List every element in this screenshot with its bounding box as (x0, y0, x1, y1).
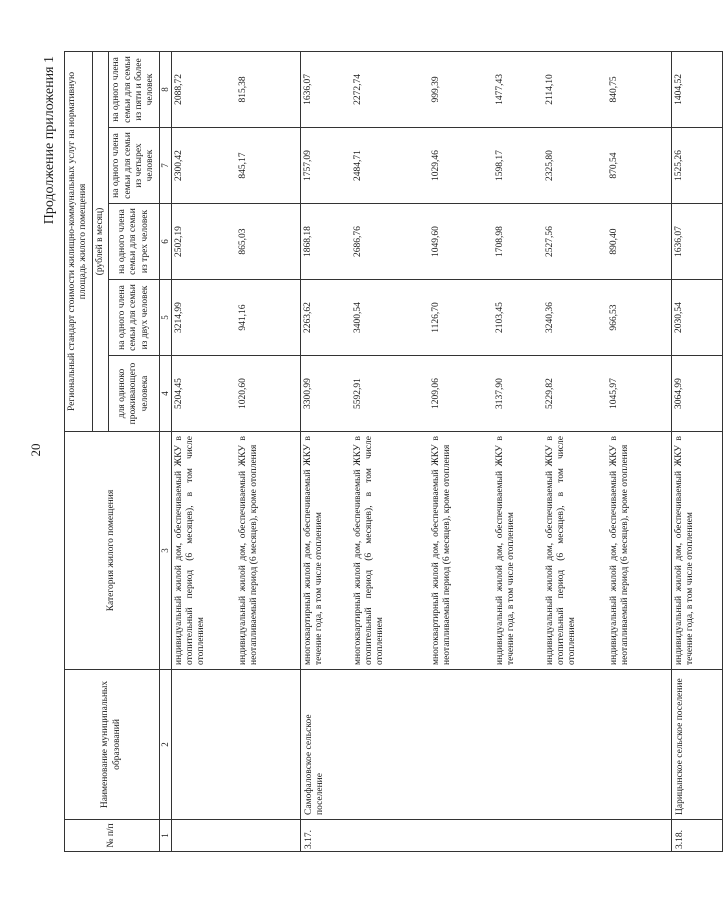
housing-category: индивидуальный жилой дом, обеспечиваемый ЖКУ в отопительный период (6 месяцев), в том числе отоплением (544, 436, 578, 665)
header-sub-5: на одного члена семьи для семьи из пяти и более человек (109, 51, 160, 127)
value-family-3: 2527,56 (544, 226, 555, 257)
value-family-2: 3214,99 (173, 302, 184, 333)
housing-category: индивидуальный жилой дом, обеспечиваемый ЖКУ в течение года, в том числе отоплением (494, 436, 516, 665)
value-single: 5204,45 (173, 378, 184, 409)
housing-category: индивидуальный жилой дом, обеспечиваемый ЖКУ в течение года, в том числе отоплением (673, 436, 695, 665)
table-row (171, 51, 300, 851)
standards-table (64, 51, 723, 852)
rotated-table-area (42, 52, 695, 852)
value-single: 1020,60 (237, 378, 248, 409)
value-family-3: 865,03 (237, 228, 248, 255)
column-numbers-row (159, 51, 171, 851)
housing-category: индивидуальный жилой дом, обеспечиваемый ЖКУ в неотапливаемый период (6 месяцев), кроме отопления (237, 436, 259, 665)
value-family-5: 1477,43 (494, 74, 505, 105)
housing-category: многоквартирный жилой дом, обеспечиваемый ЖКУ в неотапливаемый период (6 месяцев), кроме отопления (430, 436, 452, 665)
value-family-3: 1868,18 (302, 226, 313, 257)
value-family-2: 3400,54 (352, 302, 363, 333)
value-family-2: 3240,36 (544, 302, 555, 333)
value-family-5: 840,75 (608, 76, 619, 103)
value-family-4: 2325,80 (544, 150, 555, 181)
col-number: 5 (159, 280, 171, 356)
housing-category: индивидуальный жилой дом, обеспечиваемый ЖКУ в отопительный период (6 месяцев), в том числе отоплением (173, 436, 207, 665)
value-single: 1045,97 (608, 378, 619, 409)
col-number: 2 (159, 670, 171, 820)
col-number: 8 (159, 51, 171, 127)
row-number: 3.18. (671, 820, 722, 852)
value-family-5: 1636,07 (302, 74, 313, 105)
header-sub-4: на одного члена семьи для семьи из четырех человек (109, 128, 160, 204)
value-single: 3137,90 (494, 378, 505, 409)
value-family-5: 2114,10 (544, 74, 555, 105)
housing-category: многоквартирный жилой дом, обеспечиваемый ЖКУ в течение года, в том числе отоплением (302, 436, 324, 665)
header-unit: (рублей в месяц) (92, 51, 108, 431)
value-family-3: 1636,07 (673, 226, 684, 257)
value-single: 5592,91 (352, 378, 363, 409)
value-family-3: 1049,60 (430, 226, 441, 257)
value-family-3: 2502,19 (173, 226, 184, 257)
value-family-4: 845,17 (237, 152, 248, 179)
value-family-5: 1404,52 (673, 74, 684, 105)
row-number: 3.17. (300, 820, 671, 852)
value-family-4: 1598,17 (494, 150, 505, 181)
value-family-4: 2300,42 (173, 150, 184, 181)
value-family-3: 1708,98 (494, 226, 505, 257)
housing-category: многоквартирный жилой дом, обеспечиваемый ЖКУ в отопительный период (6 месяцев), в том числе отоплением (352, 436, 386, 665)
table-row (300, 51, 671, 851)
value-family-5: 2088,72 (173, 74, 184, 105)
value-family-2: 941,16 (237, 304, 248, 331)
header-sub-3: на одного члена семьи для семьи из трех человек (109, 204, 160, 280)
value-family-3: 2686,76 (352, 226, 363, 257)
header-no: № п/п (65, 820, 160, 852)
municipality-name: Самофаловское сельское поселение (300, 670, 671, 820)
header-category: Категория жилого помещения (65, 432, 160, 670)
value-family-5: 999,39 (430, 76, 441, 103)
value-single: 3300,99 (302, 378, 313, 409)
value-single: 5229,82 (544, 378, 555, 409)
value-family-3: 890,40 (608, 228, 619, 255)
col-number: 4 (159, 356, 171, 432)
value-family-5: 815,38 (237, 76, 248, 103)
header-sub-2: на одного члена семьи для семьи из двух человек (109, 280, 160, 356)
header-sub-1: для одиноко проживающего человека (109, 356, 160, 432)
value-family-2: 966,53 (608, 304, 619, 331)
col-number: 6 (159, 204, 171, 280)
value-family-5: 2272,74 (352, 74, 363, 105)
housing-category: индивидуальный жилой дом, обеспечиваемый ЖКУ в неотапливаемый период (6 месяцев), кроме отопления (608, 436, 630, 665)
value-family-4: 2484,71 (352, 150, 363, 181)
value-family-2: 2263,62 (302, 302, 313, 333)
col-number: 7 (159, 128, 171, 204)
value-family-2: 1126,70 (430, 302, 441, 333)
value-single: 1209,06 (430, 378, 441, 409)
value-family-2: 2103,45 (494, 302, 505, 333)
value-family-4: 1525,26 (673, 150, 684, 181)
value-family-4: 1029,46 (430, 150, 441, 181)
table-row (671, 51, 722, 851)
header-name: Наименование муниципальных образований (65, 670, 160, 820)
page-number: 20 (28, 443, 43, 457)
municipality-name (171, 670, 300, 820)
value-family-2: 2030,54 (673, 302, 684, 333)
municipality-name: Царицынское сельское поселение (671, 670, 722, 820)
header-standard-title: Региональный стандарт стоимости жилищно-коммунальных услуг на нормативную площадь жилого помещения (65, 51, 93, 431)
col-number: 1 (159, 820, 171, 852)
row-number (171, 820, 300, 852)
value-family-4: 1757,09 (302, 150, 313, 181)
value-single: 3064,99 (673, 378, 684, 409)
continuation-label: Продолжение приложения 1 (42, 56, 57, 225)
col-number: 3 (159, 432, 171, 670)
value-family-4: 870,54 (608, 152, 619, 179)
